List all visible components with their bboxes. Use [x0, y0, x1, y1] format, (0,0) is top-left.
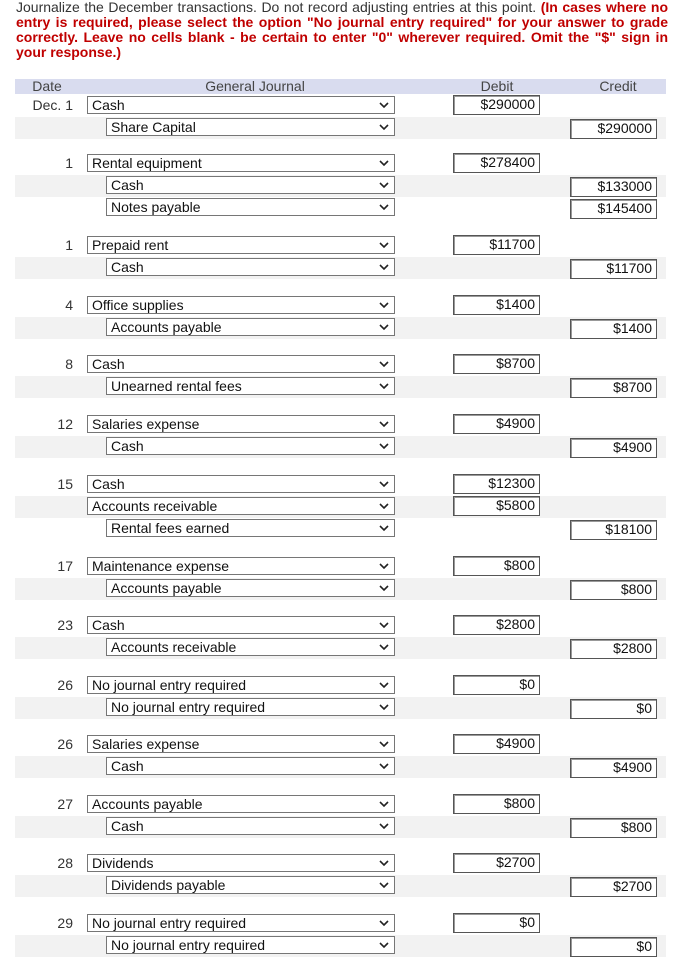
account-select[interactable] — [87, 795, 395, 813]
credit-input[interactable]: $800 — [570, 580, 657, 600]
account-select-value: Cash — [111, 259, 144, 275]
chevron-down-icon — [379, 520, 389, 536]
chevron-down-icon — [379, 617, 389, 633]
credit-input[interactable]: $0 — [570, 937, 657, 957]
account-select[interactable] — [87, 854, 395, 872]
account-select-value: Cash — [92, 97, 125, 113]
instructions-required: (In cases where no entry is required, please select the option "No journal entry required" for your answer to grade correctly. Leave no cells blank - be certain to enter "0" wherever required. Omit the "$" sign in your response.) — [16, 0, 669, 60]
account-select-value: Rental equipment — [92, 155, 202, 171]
account-select-value: Prepaid rent — [92, 237, 169, 253]
journal-header-label: General Journal — [205, 78, 305, 94]
chevron-down-icon — [379, 915, 389, 931]
entry-date: 12 — [57, 416, 73, 432]
entry-date: 23 — [57, 617, 73, 633]
entry-date: 8 — [65, 356, 73, 372]
account-select[interactable] — [87, 415, 395, 433]
chevron-down-icon — [379, 580, 389, 596]
account-select[interactable] — [87, 236, 395, 254]
debit-input[interactable]: $2800 — [453, 615, 540, 635]
account-select[interactable] — [87, 296, 395, 314]
entry-date: 1 — [65, 155, 73, 171]
account-select[interactable] — [106, 876, 395, 894]
debit-input[interactable]: $0 — [453, 913, 540, 933]
account-select[interactable] — [106, 258, 395, 276]
credit-input[interactable]: $290000 — [570, 119, 657, 139]
chevron-down-icon — [379, 677, 389, 693]
chevron-down-icon — [379, 259, 389, 275]
account-select[interactable] — [106, 936, 395, 954]
account-select-value: Unearned rental fees — [111, 378, 242, 394]
chevron-down-icon — [379, 476, 389, 492]
journal-header — [15, 79, 666, 94]
account-select-value: Share Capital — [111, 119, 196, 135]
chevron-down-icon — [379, 498, 389, 514]
account-select-value: Cash — [92, 356, 125, 372]
credit-input[interactable]: $800 — [570, 818, 657, 838]
account-select-value: Salaries expense — [92, 736, 200, 752]
debit-input[interactable]: $2700 — [453, 853, 540, 873]
date-header: Date — [32, 78, 62, 94]
account-select[interactable] — [87, 154, 395, 172]
instructions — [16, 0, 668, 60]
chevron-down-icon — [379, 877, 389, 893]
account-select[interactable] — [106, 198, 395, 216]
entry-date: 26 — [57, 677, 73, 693]
chevron-down-icon — [379, 558, 389, 574]
chevron-down-icon — [379, 297, 389, 313]
account-select[interactable] — [106, 698, 395, 716]
account-select[interactable] — [106, 757, 395, 775]
account-select-value: Accounts receivable — [111, 639, 237, 655]
chevron-down-icon — [379, 356, 389, 372]
chevron-down-icon — [379, 699, 389, 715]
instructions-text: Journalize the December transactions. Do not record adjusting entries at this point. — [16, 0, 537, 15]
entry-date: 15 — [57, 476, 73, 492]
debit-input[interactable]: $1400 — [453, 295, 540, 315]
chevron-down-icon — [379, 416, 389, 432]
debit-input[interactable]: $4900 — [453, 414, 540, 434]
chevron-down-icon — [379, 937, 389, 953]
entry-date: 17 — [57, 558, 73, 574]
debit-input[interactable]: $290000 — [453, 95, 540, 115]
entry-date: Dec. 1 — [32, 97, 73, 113]
account-select[interactable] — [87, 914, 395, 932]
account-select-value: No journal entry required — [92, 677, 247, 693]
account-select[interactable] — [87, 96, 395, 114]
credit-input[interactable]: $8700 — [570, 378, 657, 398]
chevron-down-icon — [379, 736, 389, 752]
chevron-down-icon — [379, 319, 389, 335]
account-select-value: Salaries expense — [92, 416, 200, 432]
credit-input[interactable]: $18100 — [570, 520, 657, 540]
account-select[interactable] — [106, 519, 395, 537]
credit-input[interactable]: $4900 — [570, 758, 657, 778]
account-select-value: Dividends payable — [111, 877, 226, 893]
debit-input[interactable]: $4900 — [453, 734, 540, 754]
account-select-value: Dividends — [92, 855, 154, 871]
chevron-down-icon — [379, 97, 389, 113]
entry-date: 28 — [57, 855, 73, 871]
credit-input[interactable]: $2800 — [570, 639, 657, 659]
account-select[interactable] — [87, 676, 395, 694]
account-select-value: Maintenance expense — [92, 558, 229, 574]
entry-date: 4 — [65, 297, 73, 313]
chevron-down-icon — [379, 855, 389, 871]
account-select[interactable] — [106, 377, 395, 395]
credit-input[interactable]: $1400 — [570, 319, 657, 339]
credit-input[interactable]: $11700 — [570, 259, 657, 279]
account-select-value: Cash — [111, 818, 144, 834]
entry-date: 27 — [57, 796, 73, 812]
chevron-down-icon — [379, 639, 389, 655]
chevron-down-icon — [379, 758, 389, 774]
account-select[interactable] — [87, 616, 395, 634]
chevron-down-icon — [379, 818, 389, 834]
account-select-value: No journal entry required — [92, 915, 247, 931]
credit-input[interactable]: $2700 — [570, 877, 657, 897]
account-select-value: Accounts payable — [111, 580, 222, 596]
entry-date: 1 — [65, 237, 73, 253]
account-select-value: Rental fees earned — [111, 520, 230, 536]
account-select[interactable] — [106, 437, 395, 455]
chevron-down-icon — [379, 155, 389, 171]
account-select[interactable] — [87, 355, 395, 373]
account-select-value: Accounts payable — [92, 796, 203, 812]
account-select[interactable] — [106, 638, 395, 656]
account-select-value: Office supplies — [92, 297, 184, 313]
credit-input[interactable]: $0 — [570, 699, 657, 719]
credit-input[interactable]: $145400 — [570, 199, 657, 219]
chevron-down-icon — [379, 119, 389, 135]
chevron-down-icon — [379, 796, 389, 812]
account-select-value: Cash — [111, 438, 144, 454]
chevron-down-icon — [379, 177, 389, 193]
debit-input[interactable]: $11700 — [453, 235, 540, 255]
account-select[interactable] — [87, 475, 395, 493]
credit-input[interactable]: $4900 — [570, 438, 657, 458]
account-select[interactable] — [106, 176, 395, 194]
account-select[interactable] — [87, 735, 395, 753]
entry-date: 29 — [57, 915, 73, 931]
account-select-value: Cash — [92, 617, 125, 633]
account-select-value: Accounts payable — [111, 319, 222, 335]
entry-date: 26 — [57, 736, 73, 752]
account-select[interactable] — [87, 557, 395, 575]
account-select[interactable] — [106, 118, 395, 136]
chevron-down-icon — [379, 438, 389, 454]
account-select[interactable] — [106, 817, 395, 835]
debit-input[interactable]: $800 — [453, 556, 540, 576]
debit-input[interactable]: $5800 — [453, 496, 540, 516]
account-select-value: Cash — [111, 177, 144, 193]
debit-input[interactable]: $278400 — [453, 153, 540, 173]
account-select[interactable] — [106, 318, 395, 336]
chevron-down-icon — [379, 199, 389, 215]
debit-input[interactable]: $12300 — [453, 474, 540, 494]
debit-input[interactable]: $0 — [453, 675, 540, 695]
account-select[interactable] — [87, 497, 395, 515]
account-select-value: Cash — [111, 758, 144, 774]
chevron-down-icon — [379, 237, 389, 253]
account-select-value: Cash — [92, 476, 125, 492]
debit-input[interactable]: $800 — [453, 794, 540, 814]
account-select-value: Notes payable — [111, 199, 201, 215]
credit-header: Credit — [599, 78, 637, 94]
account-select-value: No journal entry required — [111, 937, 266, 953]
debit-header: Debit — [480, 78, 514, 94]
account-select[interactable] — [106, 579, 395, 597]
credit-input[interactable]: $133000 — [570, 177, 657, 197]
debit-input[interactable]: $8700 — [453, 354, 540, 374]
account-select-value: No journal entry required — [111, 699, 266, 715]
chevron-down-icon — [379, 378, 389, 394]
account-select-value: Accounts receivable — [92, 498, 218, 514]
